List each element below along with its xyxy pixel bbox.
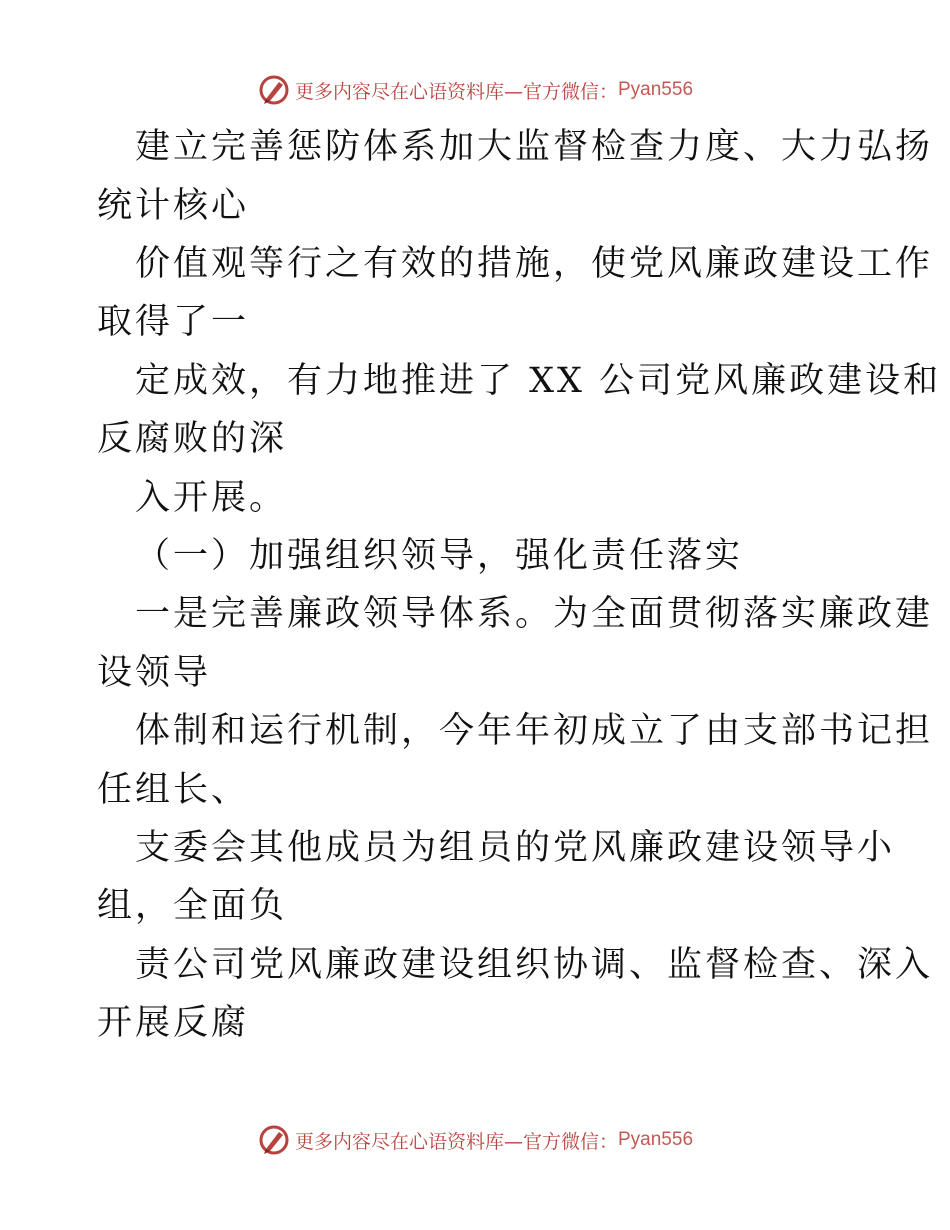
pen-logo-icon [257, 1123, 291, 1157]
body-line: 设领导 [97, 653, 212, 693]
body-line: 支委会其他成员为组员的党风廉政建设领导小 [135, 828, 896, 868]
body-line: 价值观等行之有效的措施，使党风廉政建设工作 [135, 244, 934, 284]
body-line: 定成效，有力地推进了 XX 公司党风廉政建设和 [135, 361, 942, 401]
body-line: 体制和运行机制，今年年初成立了由支部书记担 [135, 711, 934, 751]
body-line: 组，全面负 [97, 886, 288, 926]
body-line: 统计核心 [97, 186, 250, 226]
body-line: 责公司党风廉政建设组织协调、监督检查、深入 [135, 945, 934, 985]
watermark-account-value: Pyan556 [618, 1129, 694, 1150]
body-line: 反腐败的深 [97, 419, 288, 459]
watermark-account-label: 官方微信： [522, 1130, 618, 1153]
watermark-text: 更多内容尽在心语资料库— [294, 80, 523, 103]
body-line: 建立完善惩防体系加大监督检查力度、大力弘扬 [135, 127, 934, 167]
body-line: 任组长、 [97, 770, 250, 810]
watermark-text: 更多内容尽在心语资料库— [294, 1130, 523, 1153]
watermark-account-value: Pyan556 [618, 79, 694, 100]
body-line: 开展反腐 [97, 1003, 250, 1043]
section-heading: （一）加强组织领导，强化责任落实 [135, 536, 744, 576]
watermark-footer [0, 1120, 950, 1160]
body-line: 一是完善廉政领导体系。为全面贯彻落实廉政建 [135, 594, 934, 634]
watermark-account-label: 官方微信： [522, 80, 618, 103]
body-line: 入开展。 [135, 478, 288, 518]
body-line: 取得了一 [97, 302, 250, 342]
